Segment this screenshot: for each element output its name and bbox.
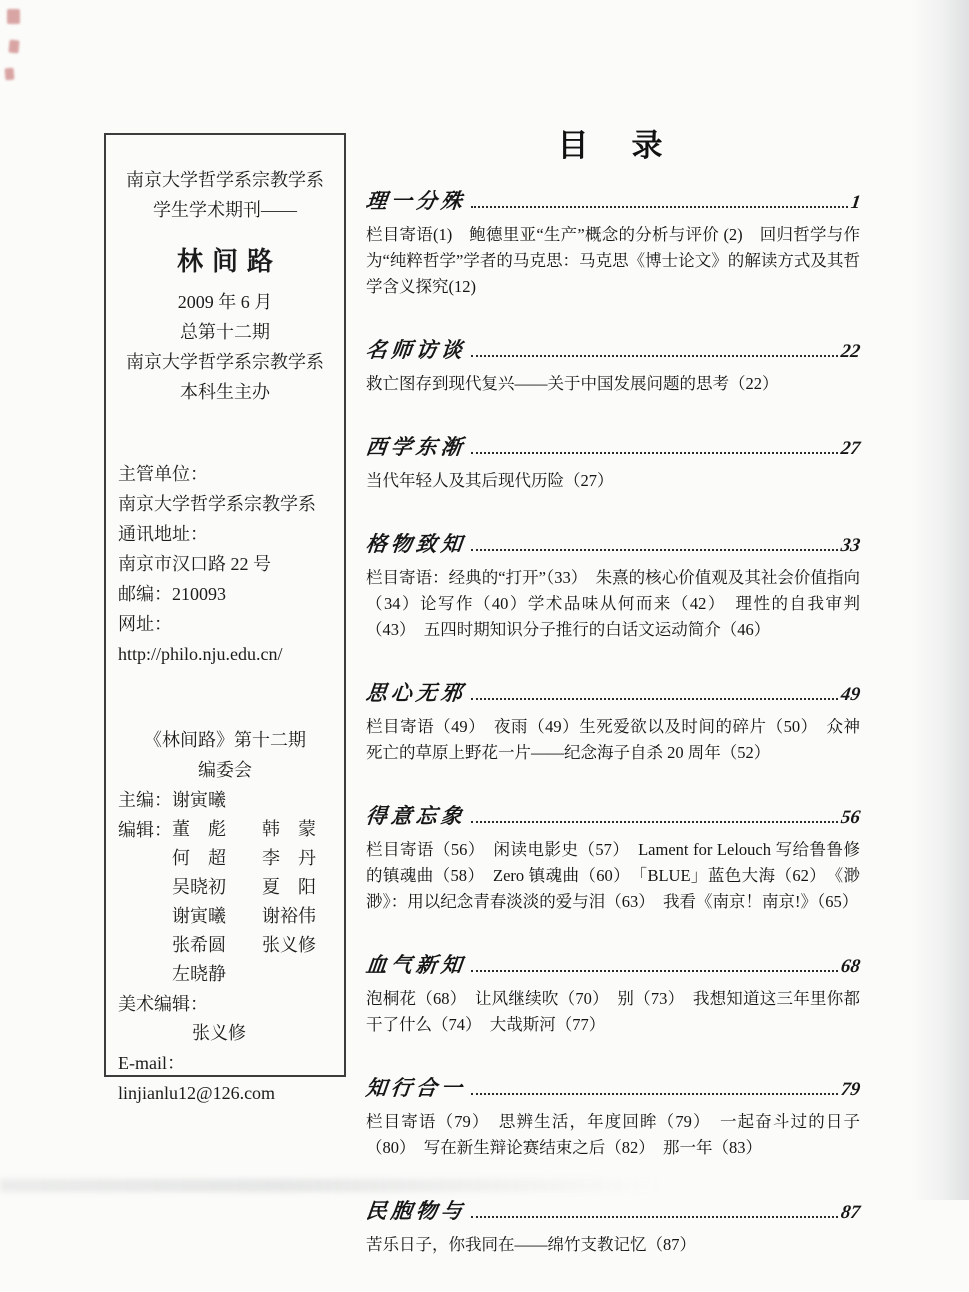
email-value: linjianlu12@126.com (118, 1083, 276, 1103)
toc-section-title: 民胞物与 (364, 1199, 468, 1223)
dotted-leader (471, 355, 838, 357)
toc-section-items: 栏目寄语：经典的“打开”（33） 朱熹的核心价值观及其社会价值指向（34）论写作（40）学术品味从何而来（42） 理性的自我审判 （43） 五四时期知识分子推行的白话文运动简介（46） (366, 568, 860, 639)
toc-section-items: 苦乐日子，你我同在——绵竹支教记忆（87） (366, 1235, 696, 1254)
toc-section-title: 理一分殊 (364, 189, 468, 213)
art-editor-name: 张义修 (192, 1023, 246, 1043)
toc-section-header (366, 334, 860, 364)
toc-section-title: 名师访谈 (364, 338, 468, 362)
dotted-leader (471, 452, 838, 454)
chief-editor-label: 主编： (118, 790, 172, 810)
journal-issue-info (118, 287, 332, 407)
toc-section-header (366, 431, 860, 461)
toc-section (366, 185, 860, 300)
toc-section-page-number: 1 (849, 192, 862, 213)
editors-row (118, 815, 332, 989)
committee-heading-line: 《林间路》第十二期 (144, 730, 306, 750)
toc-section-header (366, 800, 860, 830)
journal-issue-line: 总第十二期 (180, 322, 270, 342)
journal-subtitle-line: 南京大学哲学系宗教学系 (126, 170, 324, 190)
dotted-leader (471, 549, 838, 551)
toc-section-title: 格物致知 (364, 532, 468, 556)
toc-section (366, 1195, 860, 1258)
dotted-leader (471, 206, 848, 208)
committee-heading-line: 编委会 (198, 760, 252, 780)
journal-subtitle-line: 学生学术期刊—— (153, 200, 297, 220)
art-editor-label: 美术编辑： (118, 994, 208, 1014)
toc-section-page-number: 87 (839, 1202, 862, 1223)
journal-contact-line: 南京大学哲学系宗教学系 (118, 494, 316, 514)
toc-section-page-number: 68 (839, 956, 862, 977)
journal-issue-line: 本科生主办 (180, 382, 270, 402)
dotted-leader (471, 698, 838, 700)
journal-subtitle (118, 165, 332, 225)
toc-section-header (366, 677, 860, 707)
toc-section-items: 栏目寄语（49） 夜雨（49）生死爱欲以及时间的碎片（50） 众神死亡的草原上野花一片——纪念海子自杀 20 周年（52） (366, 717, 860, 762)
journal-contact-line: 邮编：210093 (118, 584, 226, 604)
dotted-leader (471, 821, 838, 823)
toc-section-items: 泡桐花（68） 让风继续吹（70） 别（73） 我想知道这三年里你都干了什么（74） 大哉斯河（77） (366, 989, 860, 1034)
editor-names-line: 何 超 李 丹 (172, 848, 316, 868)
toc-section-page-number: 79 (839, 1079, 862, 1100)
editor-names-line: 左晓静 (172, 964, 226, 984)
table-of-contents (366, 120, 860, 1292)
journal-title: 林间路 (176, 247, 282, 276)
red-scan-artifact (7, 9, 20, 24)
journal-issue-line: 南京大学哲学系宗教学系 (126, 352, 324, 372)
journal-issue-line: 2009 年 6 月 (177, 292, 273, 312)
dotted-leader (471, 970, 838, 972)
toc-section (366, 800, 860, 915)
toc-sections (366, 185, 860, 1258)
toc-section-items: 当代年轻人及其后现代历险（27） (366, 471, 614, 490)
journal-contact-info (118, 459, 332, 669)
editor-names-line: 谢寅曦 谢裕伟 (172, 906, 316, 926)
toc-section-items: 救亡图存到现代复兴——关于中国发展问题的思考（22） (366, 374, 779, 393)
toc-section (366, 431, 860, 494)
toc-section-items: 栏目寄语（56） 闲读电影史（57） Lament for Lelouch 写给鲁鲁修的镇魂曲（58） Zero 镇魂曲（60） 「BLUE」蓝色大海（62） 《渺渺》：用以纪念青春淡淡的爱与泪（63） 我看《南京！南京!》（65） (366, 840, 860, 911)
journal-info-box (104, 133, 346, 1103)
journal-contact-line: 主管单位： (118, 464, 208, 484)
journal-contact-line: 通讯地址： (118, 524, 208, 544)
toc-section-title: 思心无邪 (364, 681, 468, 705)
toc-section-header (366, 528, 860, 558)
toc-section (366, 1072, 860, 1161)
toc-section-page-number: 27 (839, 438, 862, 459)
editors-label: 编辑： (118, 820, 172, 840)
journal-contact-line: http://philo.nju.edu.cn/ (118, 644, 283, 664)
editor-names-line: 张希圆 张义修 (172, 935, 316, 955)
journal-contact-line: 网址： (118, 614, 172, 634)
toc-section-page-number: 22 (839, 341, 862, 362)
toc-section (366, 677, 860, 766)
committee-heading (118, 725, 332, 785)
editor-names (172, 815, 316, 989)
toc-section-title: 得意忘象 (364, 804, 468, 828)
toc-section-page-number: 49 (839, 684, 862, 705)
toc-section-page-number: 56 (839, 807, 862, 828)
dotted-leader (471, 1216, 838, 1218)
toc-section-header (366, 1072, 860, 1102)
chief-editor-row (118, 785, 332, 815)
toc-section (366, 528, 860, 643)
chief-editor-name: 谢寅曦 (172, 790, 226, 810)
toc-section-title: 知行合一 (364, 1076, 468, 1100)
editor-names-line: 董 彪 韩 蒙 (172, 819, 316, 839)
email-label: E-mail： (118, 1053, 185, 1073)
toc-title: 目 录 (557, 128, 669, 163)
red-scan-artifact (8, 40, 19, 54)
toc-section-header (366, 949, 860, 979)
toc-section-title: 血气新知 (364, 953, 468, 977)
toc-section (366, 334, 860, 397)
toc-section-header (366, 185, 860, 215)
dotted-leader (471, 1093, 838, 1095)
toc-section-items: 栏目寄语(1) 鲍德里亚“生产”概念的分析与评价 (2) 回归哲学与作为“纯粹哲学”学者的马克思：马克思《博士论文》的解读方式及其哲学含义探究(12) (366, 225, 860, 296)
red-scan-artifact (4, 68, 14, 81)
toc-section (366, 949, 860, 1038)
editor-names-line: 吴晓初 夏 阳 (172, 877, 316, 897)
toc-section-page-number: 33 (839, 535, 862, 556)
toc-section-items: 栏目寄语（79） 思辨生活，年度回眸（79） 一起奋斗过的日子（80） 写在新生辩论赛结束之后（82） 那一年（83） (366, 1112, 860, 1157)
page-edge-shadow (911, 0, 969, 1200)
journal-contact-line: 南京市汉口路 22 号 (118, 554, 271, 574)
editorial-committee (118, 725, 332, 1108)
toc-section-title: 西学东渐 (364, 435, 468, 459)
